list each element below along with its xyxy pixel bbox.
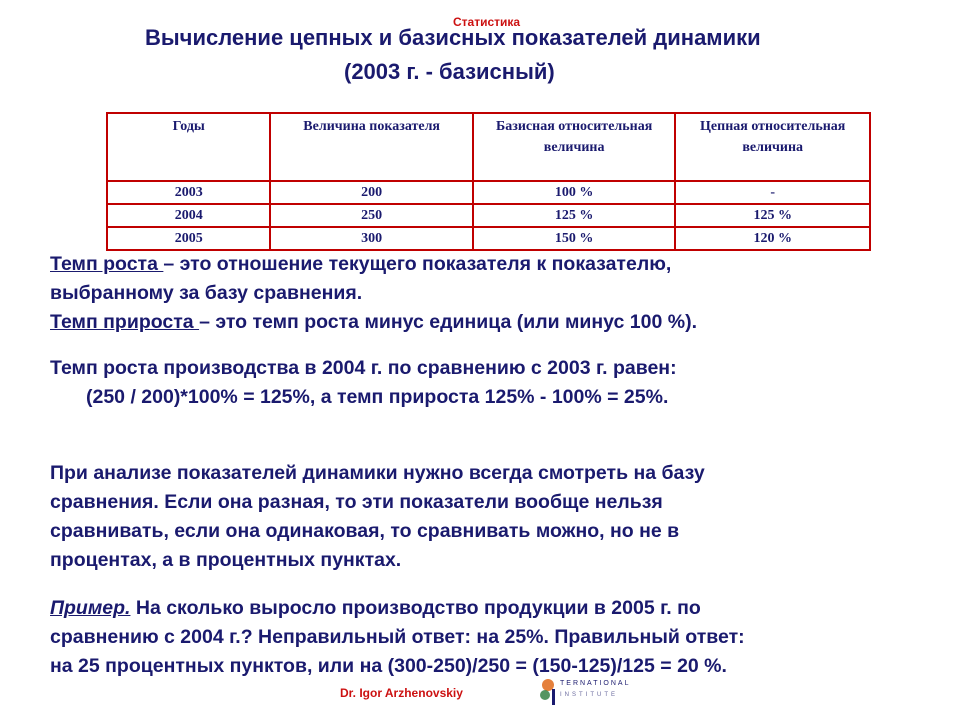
growth-rate-definition-cont: выбранному за базу сравнения. <box>50 282 363 304</box>
growth-rate-definition <box>50 253 671 276</box>
header-base-relative: Базисная относительная величина <box>473 113 676 181</box>
logo-text: TERNATIONAL <box>560 680 631 687</box>
slide-title: Вычисление цепных и базисных показателей динамики <box>145 25 761 50</box>
increment-rate-definition <box>50 311 697 334</box>
table-cell: 250 <box>270 204 472 227</box>
table-cell: 100 % <box>473 181 676 204</box>
header-years: Годы <box>107 113 270 181</box>
example-label: Пример. <box>50 597 131 619</box>
calculation-line-2: (250 / 200)*100% = 125%, а темп прироста 125% - 100% = 25%. <box>86 386 669 408</box>
table-cell: 125 % <box>473 204 676 227</box>
header-value: Величина показателя <box>270 113 472 181</box>
table-row <box>107 204 870 227</box>
table-row <box>107 181 870 204</box>
example-line-2: сравнению с 2004 г.? Неправильный ответ: на 25%. Правильный ответ: <box>50 626 745 648</box>
table-cell: 2005 <box>107 227 270 250</box>
example-line-1 <box>50 597 701 620</box>
analysis-line-1: При анализе показателей динамики нужно всегда смотреть на базу <box>50 462 705 484</box>
analysis-line-2: сравнения. Если она разная, то эти показатели вообще нельзя <box>50 491 663 513</box>
growth-rate-term: Темп роста <box>50 253 164 275</box>
table-cell: 2004 <box>107 204 270 227</box>
table-cell: 125 % <box>675 204 870 227</box>
author-name: Dr. Igor Arzhenovskiy <box>340 686 463 700</box>
table-cell: 200 <box>270 181 472 204</box>
slide-subtitle: (2003 г. - базисный) <box>344 59 555 84</box>
header-chain-relative: Цепная относительная величина <box>675 113 870 181</box>
growth-rate-text: – это отношение текущего показателя к показателю, <box>163 253 672 275</box>
table-cell: 300 <box>270 227 472 250</box>
example-line-3: на 25 процентных пунктов, или на (300-250)/250 = (150-125)/125 = 20 %. <box>50 655 727 677</box>
increment-rate-term: Темп прироста <box>50 311 200 333</box>
dynamics-table <box>106 112 871 251</box>
table-header-row <box>107 113 870 181</box>
table-cell: 150 % <box>473 227 676 250</box>
analysis-line-4: процентах, а в процентных пунктах. <box>50 549 402 571</box>
increment-rate-text: – это темп роста минус единица (или минус 100 %). <box>199 311 698 333</box>
table-cell: 120 % <box>675 227 870 250</box>
analysis-line-3: сравнивать, если она одинаковая, то сравнивать можно, но не в <box>50 520 680 542</box>
subject-label: Статистика <box>453 15 521 29</box>
table-row <box>107 227 870 250</box>
logo-subtext: INSTITUTE <box>560 692 618 698</box>
example-text: На сколько выросло производство продукции в 2005 г. по <box>130 597 701 619</box>
calculation-line-1: Темп роста производства в 2004 г. по сравнению с 2003 г. равен: <box>50 357 677 379</box>
table-cell: 2003 <box>107 181 270 204</box>
table-cell: - <box>675 181 870 204</box>
